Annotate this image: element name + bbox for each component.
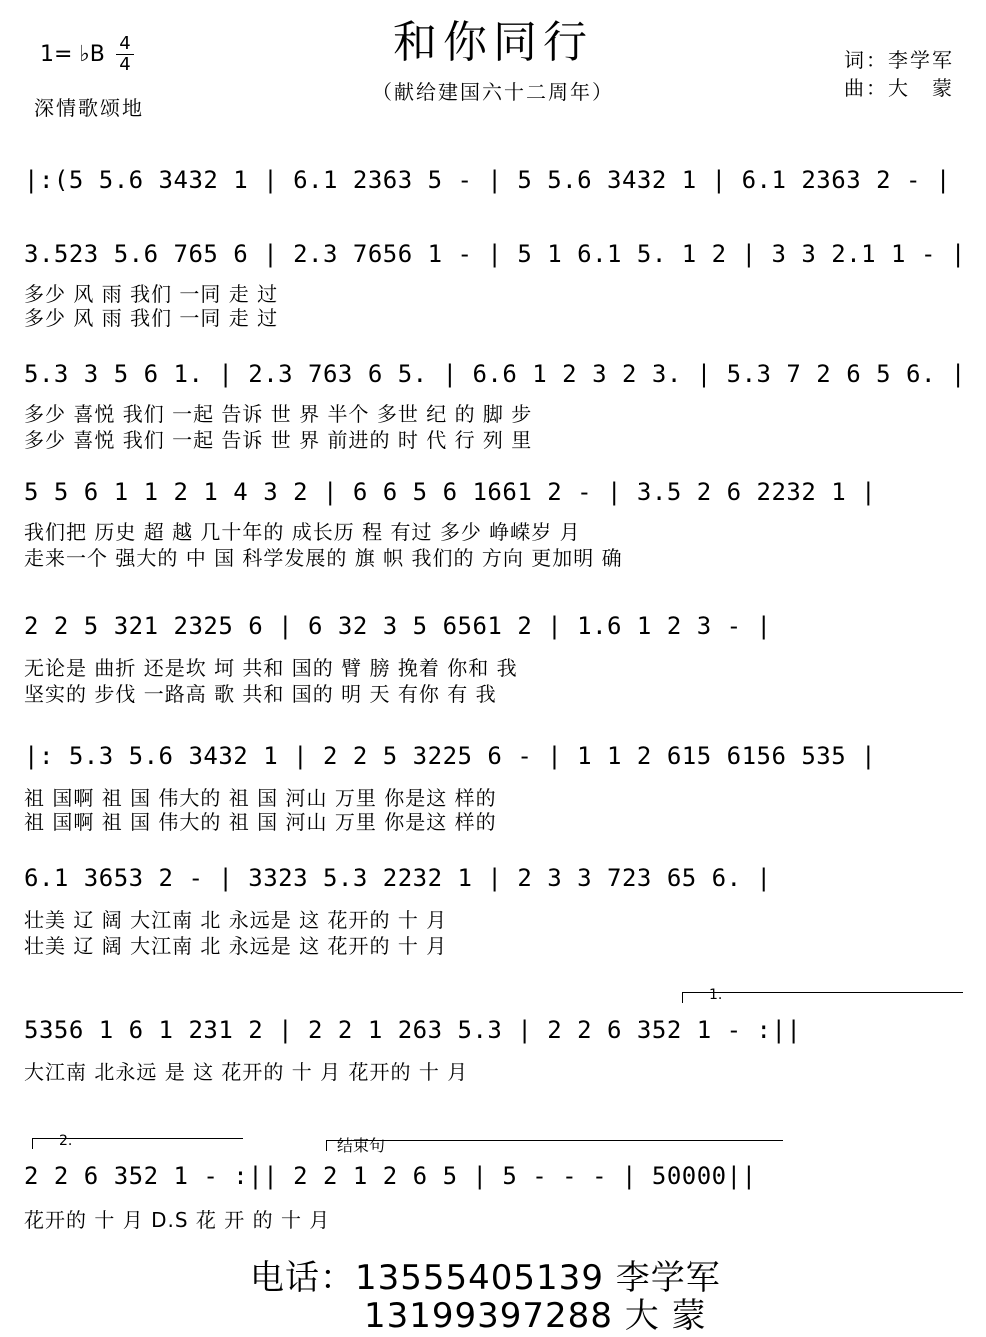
first-ending-label: 1. [709, 987, 723, 1003]
first-ending-bracket [682, 987, 963, 1003]
lyric-verse-2: 祖 国啊 祖 国 伟大的 祖 国 河山 万里 你是这 样的 [24, 810, 497, 834]
notation-line: 2 2 5 321 2325 6 | 6 32 3 5 6561 2 | 1.6 1 2 3 - | [24, 612, 772, 640]
lyric-verse-1: 我们把 历史 超 越 几十年的 成长历 程 有过 多少 峥嵘岁 月 [24, 520, 581, 544]
lyric-verse-1: 多少 喜悦 我们 一起 告诉 世 界 半个 多世 纪 的 脚 步 [24, 402, 533, 426]
lyric-verse-2: 坚实的 步伐 一路高 歌 共和 国的 明 天 有你 有 我 [24, 682, 497, 706]
key-signature: 1= ♭B [40, 42, 105, 67]
second-ending-bracket [32, 1133, 243, 1149]
notation-line: |:(5 5.6 3432 1 | 6.1 2363 5 - | 5 5.6 3432 1 | 6.1 2363 2 - | [24, 166, 951, 194]
second-ending-label: 2. [59, 1133, 73, 1149]
notation-line: 2 2 6 352 1 - :|| 2 2 1 2 6 5 | 5 - - - | 50000|| [24, 1162, 757, 1190]
expression-mark: 深情歌颂地 [34, 96, 144, 120]
score-row [24, 1162, 974, 1232]
lyricist: 词：李学军 [844, 48, 954, 72]
score-row [24, 742, 974, 834]
notation-line: 5.3 3 5 6 1. | 2.3 763 6 5. | 6.6 1 2 3 2 3. | 5.3 7 2 6 5 6. | [24, 360, 966, 388]
coda-label: 结束句 [337, 1136, 386, 1155]
lyric-verse-2: 多少 风 雨 我们 一同 走 过 [24, 306, 279, 330]
notation-line: 5 5 6 1 1 2 1 4 3 2 | 6 6 5 6 1661 2 - | 3.5 2 6 2232 1 | [24, 478, 877, 506]
contact-line-1: 电话：13555405139 李学军 [250, 1258, 721, 1298]
lyric-verse-1: 壮美 辽 阔 大江南 北 永远是 这 花开的 十 月 [24, 908, 448, 932]
lyric-verse-2: 壮美 辽 阔 大江南 北 永远是 这 花开的 十 月 [24, 934, 448, 958]
score-row [24, 1016, 974, 1084]
composer: 曲：大 蒙 [844, 76, 954, 100]
score-row [24, 612, 974, 706]
time-signature [114, 34, 136, 75]
lyric-verse-2: 多少 喜悦 我们 一起 告诉 世 界 前进的 时 代 行 列 里 [24, 428, 533, 452]
coda-bracket [326, 1136, 783, 1155]
score-row [24, 360, 974, 452]
time-signature-top: 4 [119, 33, 131, 54]
lyric-verse-1: 多少 风 雨 我们 一同 走 过 [24, 282, 279, 306]
song-title: 和你同行 [393, 17, 593, 68]
notation-line: 3.523 5.6 765 6 | 2.3 7656 1 - | 5 1 6.1 5. 1 2 | 3 3 2.1 1 - | [24, 240, 966, 268]
contact-line-2: 13199397288 大 蒙 [364, 1296, 707, 1336]
score-row [24, 478, 974, 570]
lyric-verse-2: 走来一个 强大的 中 国 科学发展的 旗 帜 我们的 方向 更加明 确 [24, 546, 623, 570]
lyric-verse-1: 花开的 十 月 D.S 花 开 的 十 月 [24, 1208, 331, 1232]
song-subtitle: （献给建国六十二周年） [372, 80, 614, 104]
notation-line: |: 5.3 5.6 3432 1 | 2 2 5 3225 6 - | 1 1 2 615 6156 535 | [24, 742, 877, 770]
score-row [24, 240, 974, 330]
time-signature-bottom: 4 [119, 54, 131, 75]
lyric-verse-1: 大江南 北永远 是 这 花开的 十 月 花开的 十 月 [24, 1060, 469, 1084]
lyric-verse-1: 无论是 曲折 还是坎 坷 共和 国的 臂 膀 挽着 你和 我 [24, 656, 518, 680]
credits [844, 46, 954, 102]
notation-line: 6.1 3653 2 - | 3323 5.3 2232 1 | 2 3 3 723 65 6. | [24, 864, 772, 892]
score-row [24, 864, 974, 958]
score-row [24, 166, 974, 210]
notation-line: 5356 1 6 1 231 2 | 2 2 1 263 5.3 | 2 2 6 352 1 - :|| [24, 1016, 802, 1044]
lyric-verse-1: 祖 国啊 祖 国 伟大的 祖 国 河山 万里 你是这 样的 [24, 786, 497, 810]
